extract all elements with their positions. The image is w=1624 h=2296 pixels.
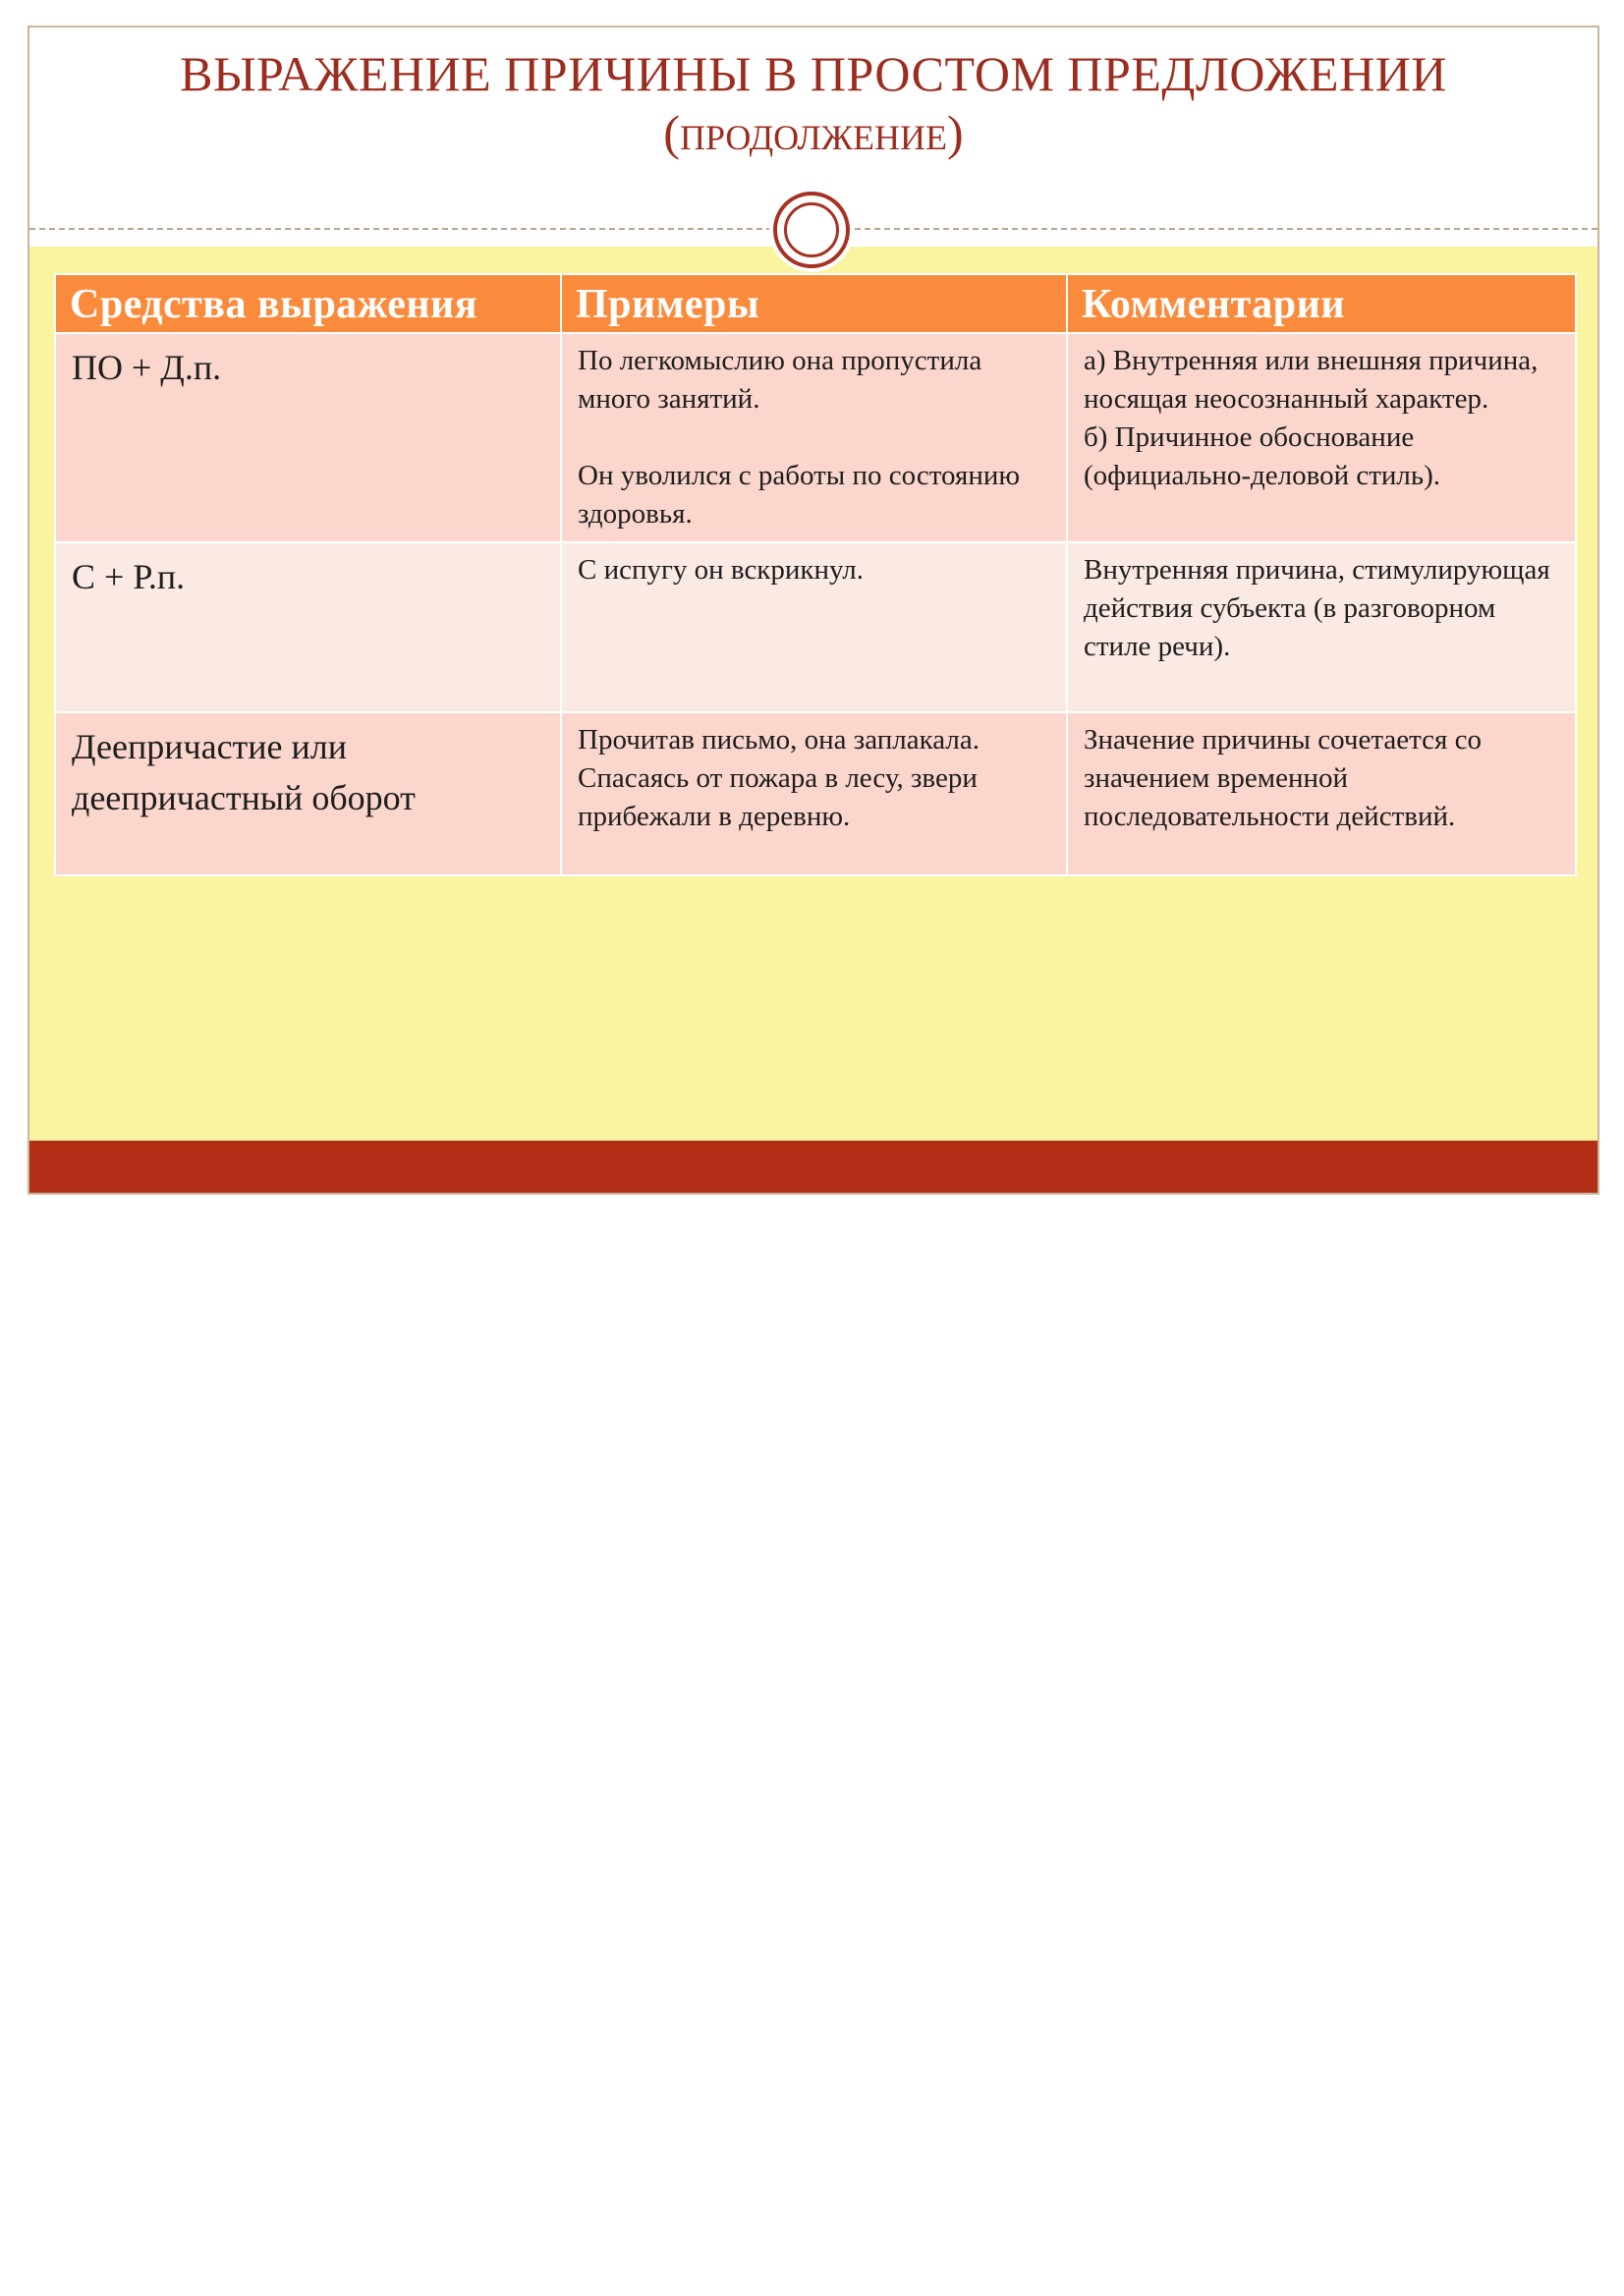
example-text: Он уволился с работы по состоянию здоровья. xyxy=(578,460,1021,530)
subtitle-open-paren: ( xyxy=(663,105,680,160)
cell-comments xyxy=(1067,542,1576,712)
example-text: По легкомыслию она пропустила много занятий. xyxy=(578,345,982,415)
subtitle-close-paren: ) xyxy=(947,105,964,160)
cell-comments xyxy=(1067,333,1576,542)
example-text: Спасаясь от пожара в лесу, звери прибежали в деревню. xyxy=(578,762,978,832)
table-row xyxy=(55,333,1576,542)
slide-subtitle xyxy=(29,104,1597,161)
header-examples: Примеры xyxy=(561,274,1067,333)
cell-examples xyxy=(561,542,1067,712)
header-comments: Комментарии xyxy=(1067,274,1576,333)
bottom-bar xyxy=(29,1141,1597,1195)
slide-title: ВЫРАЖЕНИЕ ПРИЧИНЫ В ПРОСТОМ ПРЕДЛОЖЕНИИ xyxy=(180,46,1447,101)
comment-text: Внутренняя причина, стимулирующая действия субъекта (в разговорном стиле речи). xyxy=(1084,554,1550,662)
table-row xyxy=(55,712,1576,875)
cell-examples xyxy=(561,712,1067,875)
comment-text: а) Внутренняя или внешняя причина, носящая неосознанный характер. xyxy=(1084,345,1539,415)
circle-ornament-icon xyxy=(769,188,854,272)
cell-comments xyxy=(1067,712,1576,875)
example-text: Прочитав письмо, она заплакала. xyxy=(578,724,980,756)
table-header-row xyxy=(55,274,1576,333)
cell-means: С + Р.п. xyxy=(55,542,561,712)
cell-means: ПО + Д.п. xyxy=(55,333,561,542)
example-text: С испугу он вскрикнул. xyxy=(578,554,864,586)
subtitle-text: ПРОДОЛЖЕНИЕ xyxy=(679,118,948,157)
table-row xyxy=(55,542,1576,712)
comment-text: Значение причины сочетается со значением временной последовательности действий. xyxy=(1084,724,1482,832)
slide xyxy=(28,26,1599,1195)
comment-text: б) Причинное обоснование (официально-деловой стиль). xyxy=(1084,421,1441,491)
cell-means: Деепричастие или деепричастный оборот xyxy=(55,712,561,875)
causes-table xyxy=(54,273,1577,876)
header-means: Средства выражения xyxy=(55,274,561,333)
cell-examples xyxy=(561,333,1067,542)
